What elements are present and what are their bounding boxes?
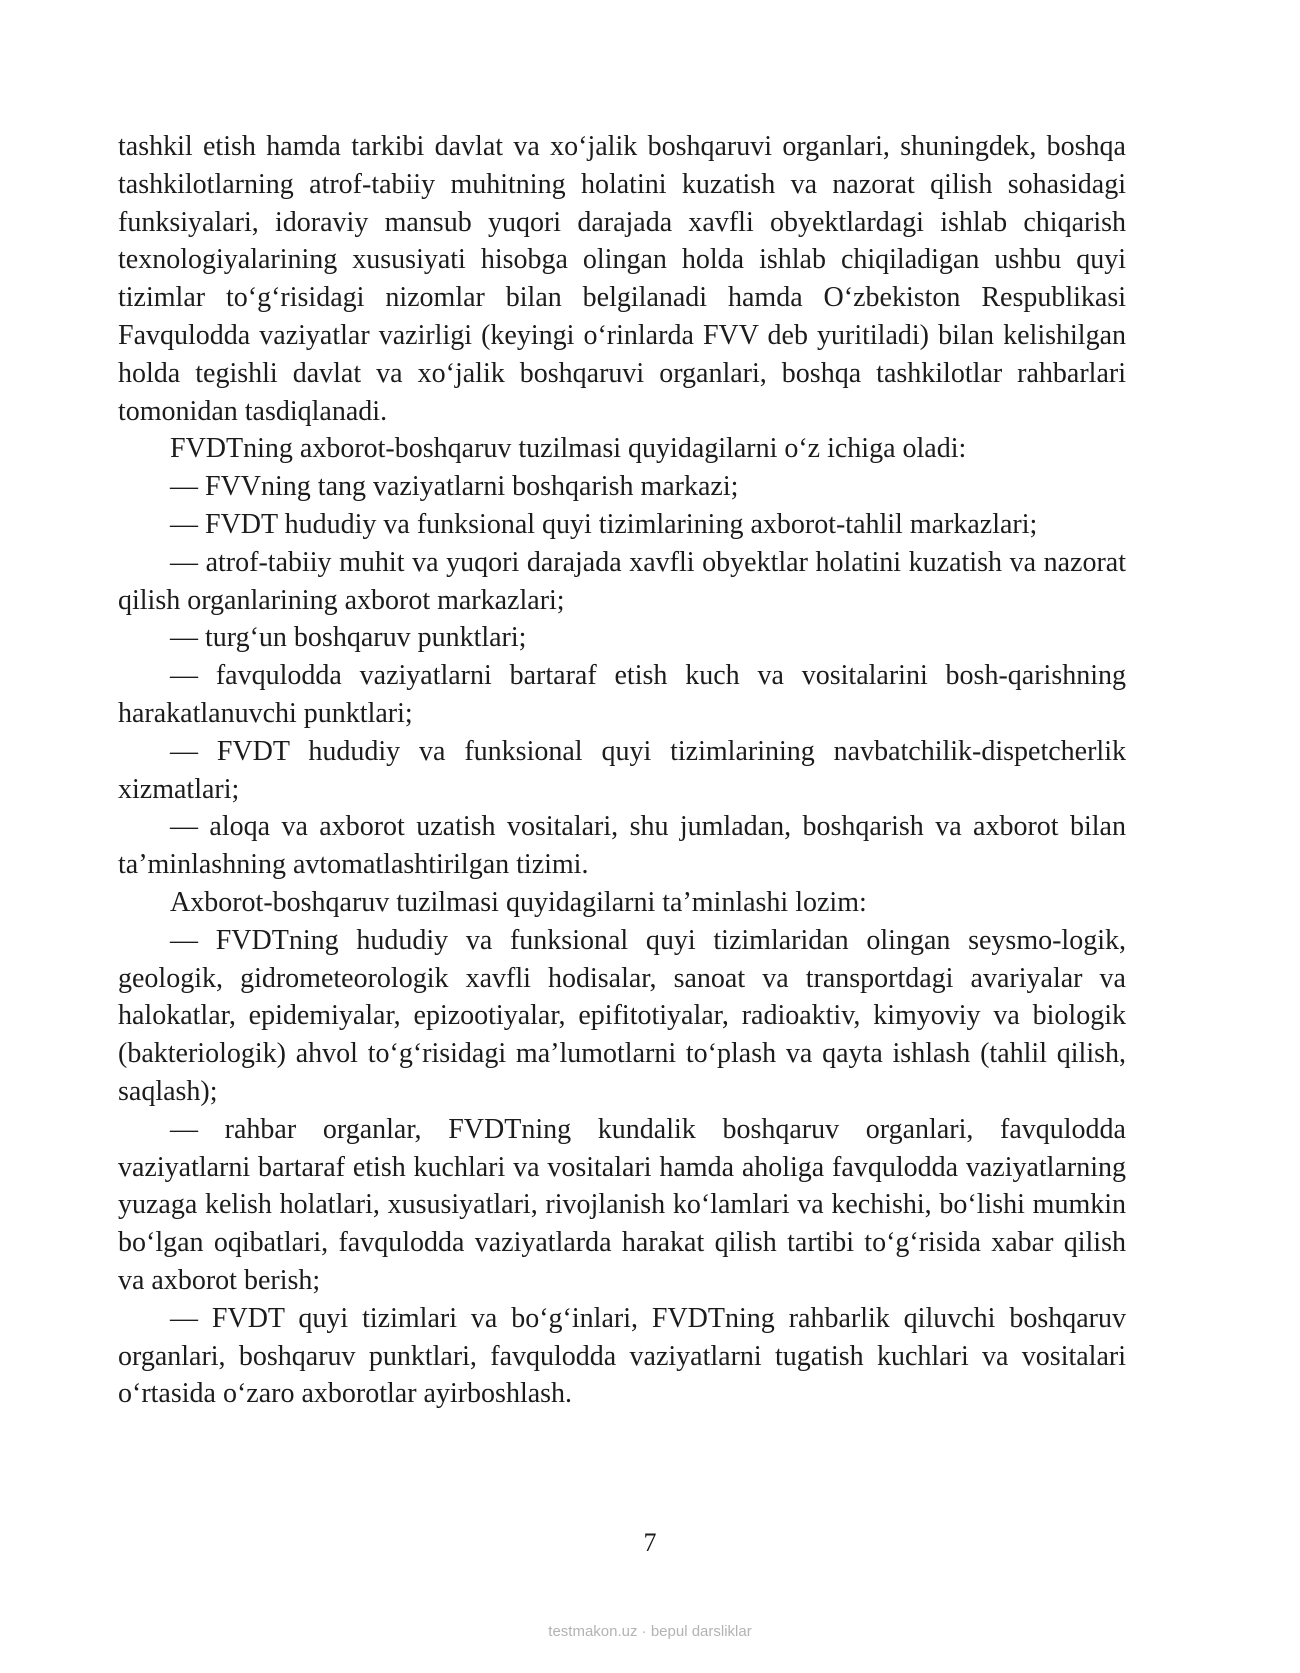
- list-item: — aloqa va axborot uzatish vositalari, shu jumladan, boshqarish va axborot bilan ta’minlashning avtomatlashtirilgan tizimi.: [118, 811, 1126, 881]
- list-item: — FVDT hududiy va funksional quyi tizimlarining navbatchilik-dispetcherlik xizmatlari;: [118, 735, 1126, 805]
- list-item: — favqulodda vaziyatlarni bartaraf etish kuch va vositalarini bosh-qarishning harakatlanuvchi punktlari;: [118, 660, 1126, 729]
- paragraph-intro-requirements: Axborot-boshqaruv tuzilmasi quyidagilarni ta’minlashi lozim:: [170, 886, 867, 918]
- paragraph-intro-structure: FVDTning axborot-boshqaruv tuzilmasi quyidagilarni o‘z ichiga oladi:: [170, 433, 967, 465]
- page-number: 7: [643, 1528, 657, 1557]
- list-item: — rahbar organlar, FVDTning kundalik boshqaruv organlari, favqulodda vaziyatlarni bartaraf etish kuchlari va vositalari hamda aholiga favqulodda vaziyatlarning yuzaga kelish holatlari, xususiyatlari, rivojlanish ko‘lamlari va kechishi, bo‘lishi mumkin bo‘lgan oqibatlari, favqulodda vaziyatlarda harakat qilish tartibi to‘g‘risida xabar qilish va axborot berish;: [118, 1113, 1126, 1296]
- list-item: — FVVning tang vaziyatlarni boshqarish markazi;: [170, 471, 739, 503]
- list-item: — atrof-tabiiy muhit va yuqori darajada xavfli obyektlar holatini kuzatish va nazorat qilish organlarining axborot markazlari;: [118, 546, 1126, 616]
- body-text: [118, 128, 1126, 1413]
- list-item: — FVDT hududiy va funksional quyi tizimlarining axborot-tahlil markazlari;: [170, 508, 1038, 540]
- list-item: — FVDTning hududiy va funksional quyi tizimlaridan olingan seysmo-logik, geologik, gidrometeorologik xavfli hodisalar, sanoat va transportdagi avariyalar va halokatlar, epidemiyalar, epizootiyalar, epifitotiyalar, radioaktiv, kimyoviy va biologik (bakteriologik) ahvol to‘g‘risidagi ma’lumotlarni to‘plash va qayta ishlash (tahlil qilish, saqlash);: [118, 924, 1126, 1107]
- list-item: — turg‘un boshqaruv punktlari;: [170, 622, 527, 654]
- list-item: — FVDT quyi tizimlari va bo‘g‘inlari, FVDTning rahbarlik qiluvchi boshqaruv organlari, boshqaruv punktlari, favqulodda vaziyatlarni tugatish kuchlari va vositalari o‘rtasida o‘zaro axborotlar ayirboshlash.: [118, 1302, 1126, 1410]
- watermark: testmakon.uz · bepul darsliklar: [548, 1623, 752, 1640]
- paragraph-continuation: tashkil etish hamda tarkibi davlat va xo‘jalik boshqaruvi organlari, shuningdek, boshqa tashkilotlarning atrof-tabiiy muhitning holatini kuzatish va nazorat qilish sohasidagi funksiyalari, idoraviy mansub yuqori darajada xavfli obyektlardagi ishlab chiqarish texnologiyalarining xususiyati hisobga olingan holda ishlab chiqiladigan ushbu quyi tizimlar to‘g‘risidagi nizomlar bilan belgilanadi hamda O‘zbekiston Respublikasi Favqulodda vaziyatlar vazirligi (keyingi o‘rinlarda FVV deb yuritiladi) bilan kelishilgan holda tegishli davlat va xo‘jalik boshqaruvi organlari, boshqa tashkilotlar rahbarlari tomonidan tasdiqlanadi.: [118, 131, 1126, 427]
